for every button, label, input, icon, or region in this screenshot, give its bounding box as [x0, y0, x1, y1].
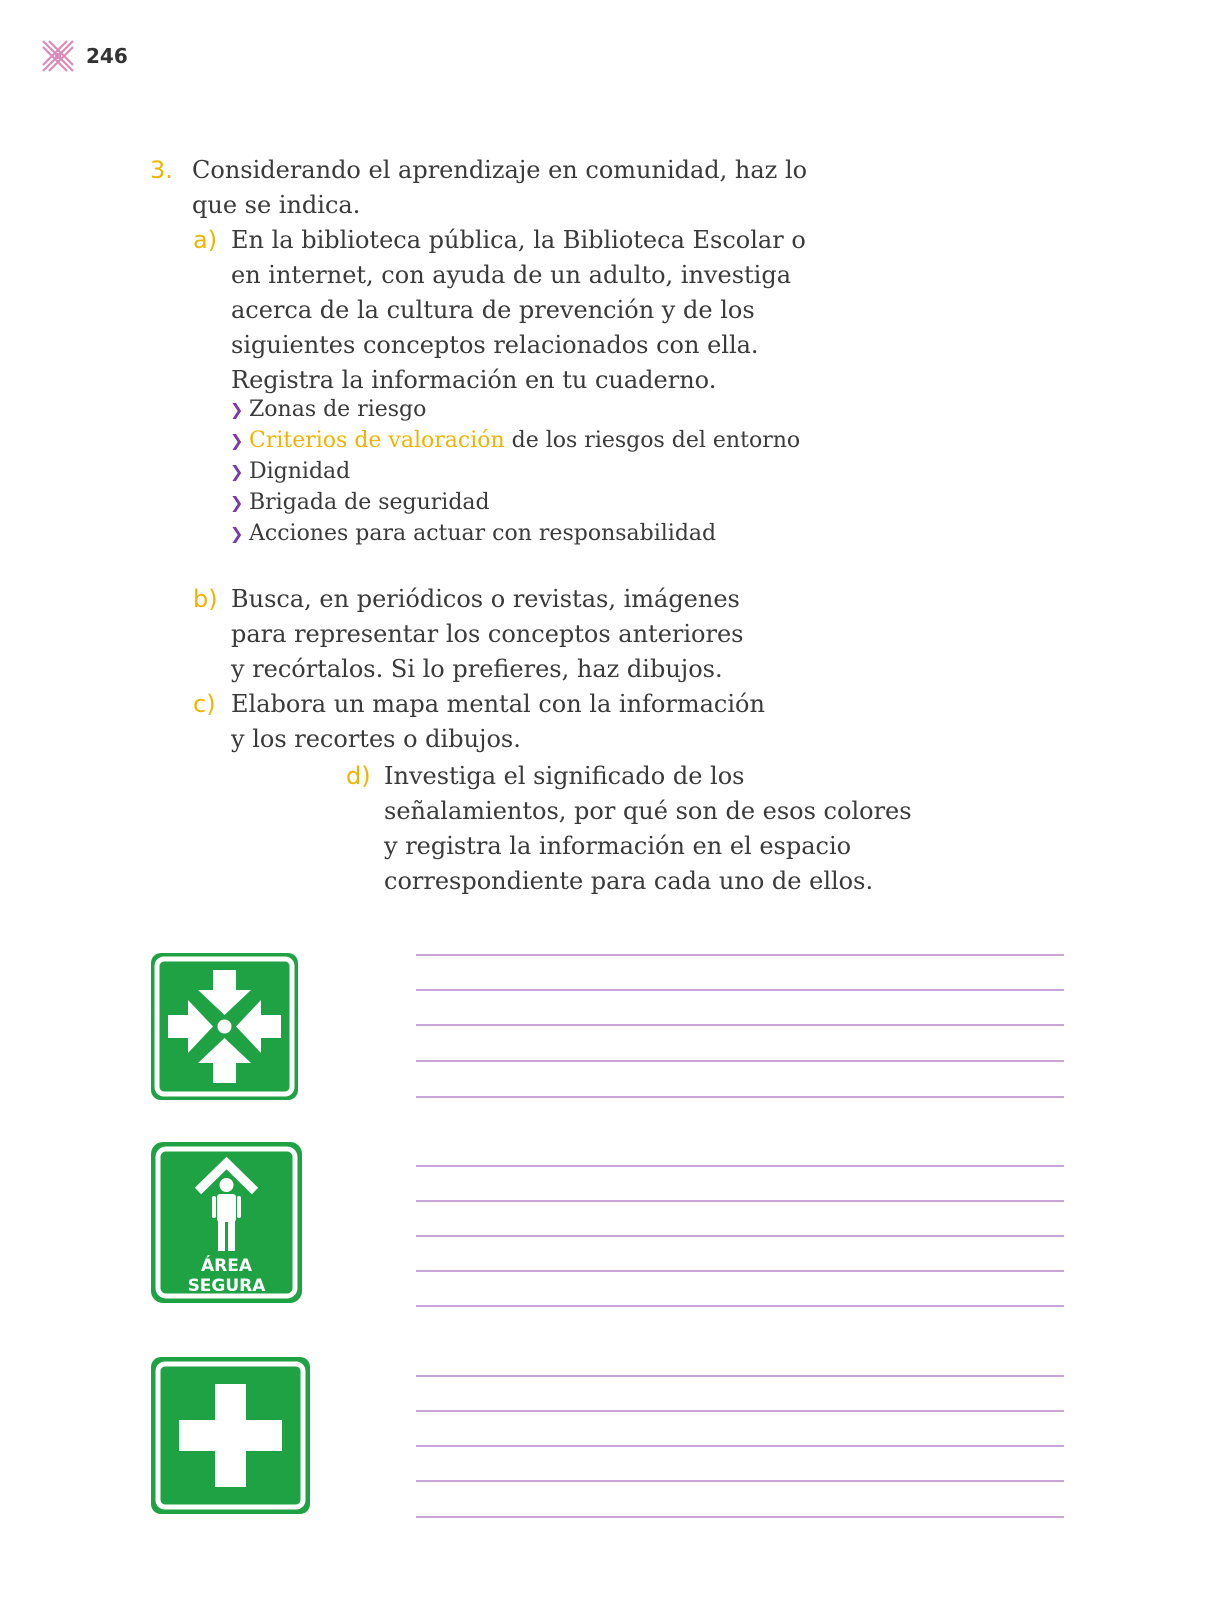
item-b-line: para representar los conceptos anteriores — [231, 620, 744, 648]
bullet-chevron-icon: ❯ — [230, 400, 244, 419]
item-c-line: y los recortes o dibujos. — [231, 725, 521, 753]
bullet-item: Acciones para actuar con responsabilidad — [249, 521, 717, 546]
writing-line[interactable] — [416, 1270, 1064, 1272]
page-header — [40, 38, 128, 74]
meeting-point-arrows-icon — [150, 952, 299, 1101]
bullet-chevron-icon: ❯ — [230, 431, 244, 450]
bullet-item: Zonas de riesgo — [249, 397, 427, 422]
writing-line[interactable] — [416, 954, 1064, 956]
activity-number: 3. — [150, 156, 173, 184]
safe-area-person-icon — [150, 1141, 303, 1304]
bullet-chevron-icon: ❯ — [230, 493, 244, 512]
writing-line[interactable] — [416, 1410, 1064, 1412]
writing-line[interactable] — [416, 1305, 1064, 1307]
bullet-item: Brigada de seguridad — [249, 490, 490, 515]
writing-line[interactable] — [416, 1024, 1064, 1026]
bullet-chevron-icon: ❯ — [230, 462, 244, 481]
writing-line[interactable] — [416, 1060, 1064, 1062]
activity-intro-line: Considerando el aprendizaje en comunidad, haz lo — [192, 156, 808, 184]
item-d-line: y registra la información en el espacio — [384, 832, 852, 860]
safe-area-label: SEGURA — [187, 1276, 266, 1296]
item-a-line: acerca de la cultura de prevención y de los — [231, 296, 755, 324]
activity-intro-line: que se indica. — [192, 191, 361, 219]
item-a-line: En la biblioteca pública, la Biblioteca Escolar o — [231, 226, 806, 254]
item-b-line: Busca, en periódicos o revistas, imágenes — [231, 585, 740, 613]
writing-line[interactable] — [416, 1516, 1064, 1518]
writing-line[interactable] — [416, 1096, 1064, 1098]
item-b-line: y recórtalos. Si lo prefieres, haz dibujos. — [231, 655, 723, 683]
writing-line[interactable] — [416, 1375, 1064, 1377]
writing-line[interactable] — [416, 1480, 1064, 1482]
writing-line[interactable] — [416, 1445, 1064, 1447]
item-a-line: en internet, con ayuda de un adulto, investiga — [231, 261, 792, 289]
item-c-marker: c) — [193, 690, 216, 718]
safe-area-label: ÁREA — [200, 1256, 253, 1276]
glossary-term: Criterios de valoración — [249, 428, 505, 453]
item-c-line: Elabora un mapa mental con la información — [231, 690, 765, 718]
item-d-line: señalamientos, por qué son de esos colores — [384, 797, 912, 825]
bullet-item: Criterios de valoración de los riesgos del entorno — [249, 428, 801, 453]
item-d-marker: d) — [346, 762, 371, 790]
item-a-marker: a) — [193, 226, 218, 254]
writing-line[interactable] — [416, 1200, 1064, 1202]
item-d-line: correspondiente para cada uno de ellos. — [384, 867, 874, 895]
page-number: 246 — [86, 44, 128, 68]
item-a-line: Registra la información en tu cuaderno. — [231, 366, 717, 394]
writing-line[interactable] — [416, 1165, 1064, 1167]
writing-line[interactable] — [416, 1235, 1064, 1237]
item-b-marker: b) — [193, 585, 218, 613]
item-a-line: siguientes conceptos relacionados con ella. — [231, 331, 759, 359]
first-aid-cross-icon — [150, 1356, 311, 1515]
decorative-cross-pattern-icon — [40, 38, 76, 74]
bullet-chevron-icon: ❯ — [230, 524, 244, 543]
writing-line[interactable] — [416, 989, 1064, 991]
item-d-line: Investiga el significado de los — [384, 762, 745, 790]
bullet-item: Dignidad — [249, 459, 351, 484]
